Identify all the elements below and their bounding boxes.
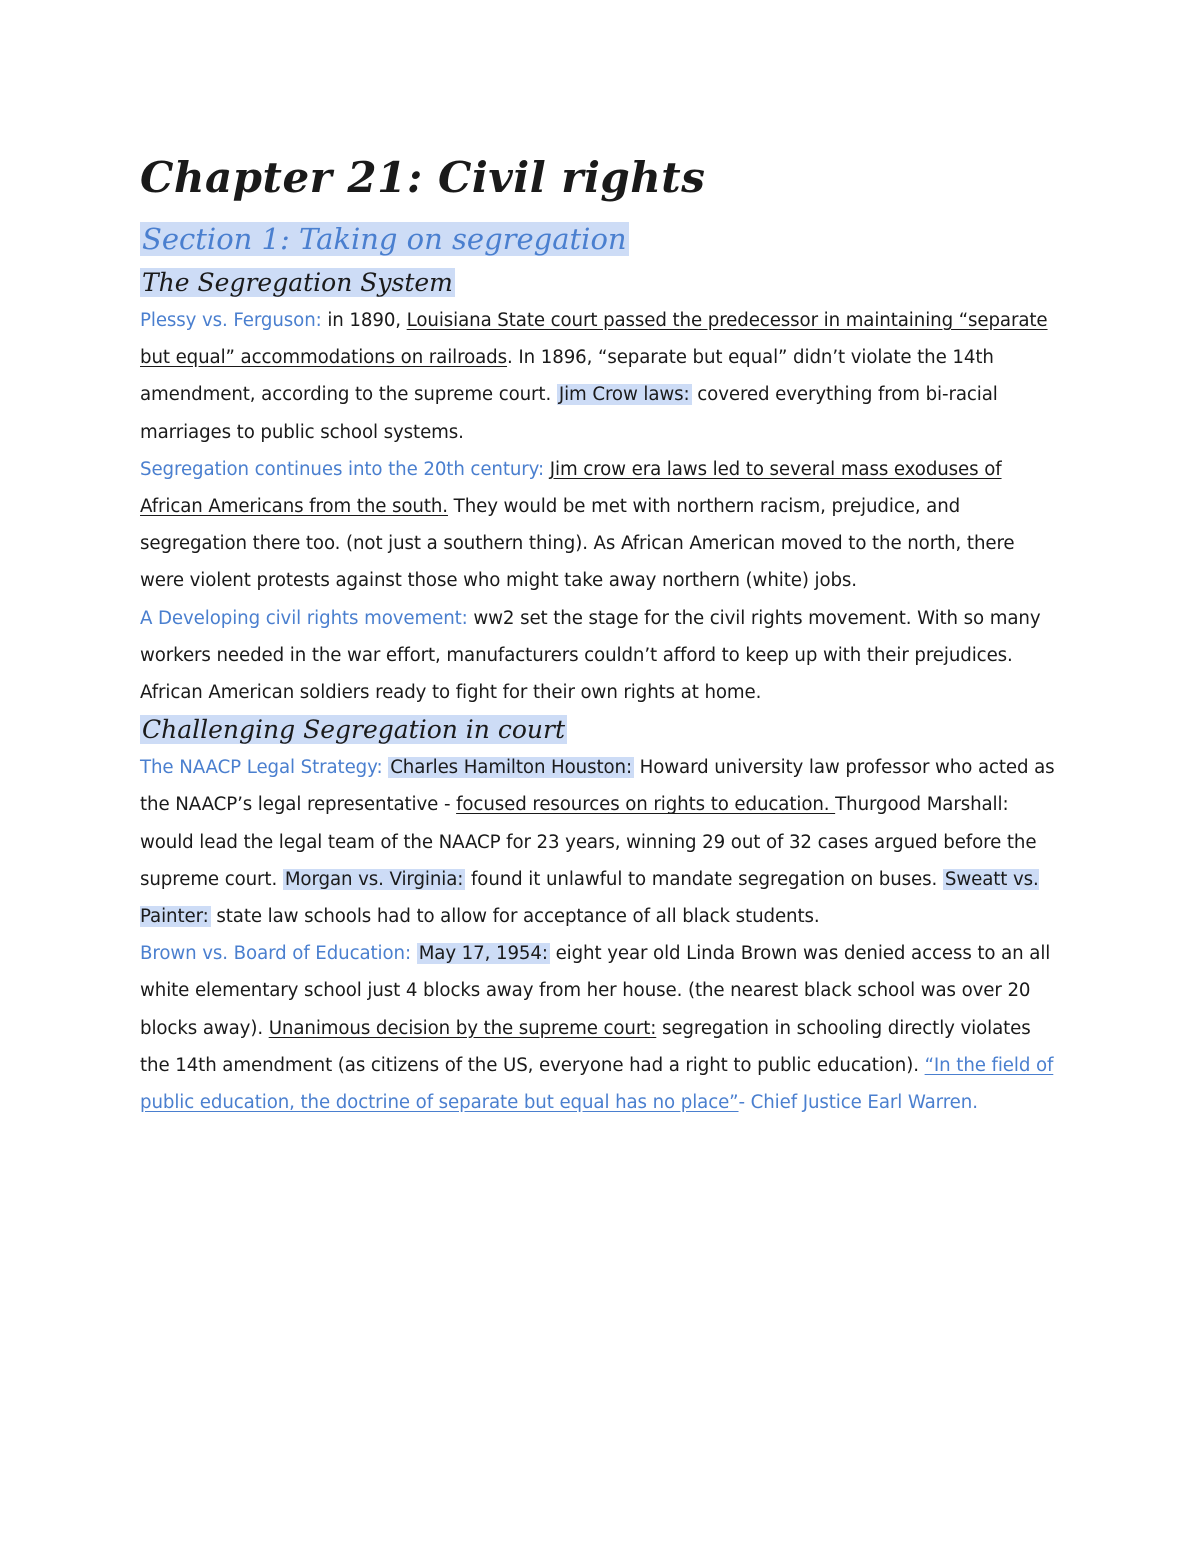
subsection-heading-text: Challenging Segregation in court	[142, 715, 565, 745]
paragraph-plessy	[140, 302, 1060, 451]
paragraph-text	[411, 943, 417, 964]
underlined-text: Louisiana State court passed the predecessor in maintaining “separate but equal” accommodations on railroads	[140, 310, 1048, 369]
highlighted-term: Jim Crow laws:	[558, 384, 690, 406]
section-heading	[140, 216, 1060, 262]
subsection-heading-segregation-system	[140, 264, 1060, 302]
underlined-text: focused resources on rights to education.	[456, 794, 836, 816]
term-label: Segregation continues into the 20th century:	[140, 458, 545, 480]
paragraph-text: eight year old Linda Brown was denied access to an all white elementary school just 4 blocks away from her house. (the nearest black school was over 20 blocks away).	[140, 943, 1051, 1039]
term-label: A Developing civil rights movement:	[140, 607, 468, 629]
paragraph-developing-movement	[140, 600, 1060, 712]
subsection-heading-text: The Segregation System	[142, 268, 453, 297]
paragraph-naacp-strategy	[140, 749, 1060, 935]
quote-text: “In the field of public education, the doctrine of separate but equal has no place”	[140, 1054, 1054, 1114]
underlined-text: Unanimous decision by the supreme court:	[268, 1017, 657, 1039]
paragraph-text: covered everything from bi-racial marriages to public school systems.	[140, 384, 998, 443]
paragraph-text: in 1890,	[321, 310, 407, 331]
paragraph-brown-vs-board	[140, 935, 1060, 1121]
chapter-title: Chapter 21: Civil rights	[140, 153, 706, 202]
paragraph-text: state law schools had to allow for acceptance of all black students.	[210, 906, 820, 928]
underlined-text: Jim crow era laws led to several mass exoduses of African Americans from the south.	[140, 458, 1002, 518]
term-label: Plessy vs. Ferguson:	[140, 310, 322, 331]
document-page	[140, 150, 1060, 1121]
paragraph-text: ww2 set the stage for the civil rights movement. With so many workers needed in the war effort, manufacturers couldn’t afford to keep up with their prejudices. African American soldiers ready to fight for their own rights at home.	[140, 607, 1041, 704]
paragraph-text: They would be met with northern racism, prejudice, and segregation there too. (not just a southern thing). As African American moved to the north, there were violent protests against those who might take away northern (white) jobs.	[140, 496, 1015, 592]
section-heading-text: Section 1: Taking on segregation	[142, 222, 627, 256]
subsection-heading-challenging-segregation	[140, 711, 1060, 749]
highlighted-term: May 17, 1954:	[418, 943, 548, 965]
paragraph-text: Howard university law professor who acted as the NAACP’s legal representative -	[140, 757, 1055, 816]
paragraph-text: Thurgood Marshall: would lead the legal team of the NAACP for 23 years, winning 29 out of 32 cases argued before the supreme court.	[140, 794, 1037, 890]
highlighted-term: Charles Hamilton Houston:	[390, 757, 632, 779]
highlighted-term: Morgan vs. Virginia:	[284, 868, 464, 890]
term-label: Brown vs. Board of Education:	[140, 943, 411, 965]
highlighted-term: Sweatt vs. Painter:	[140, 868, 1039, 928]
paragraph-text: . In 1896, “separate but equal” didn’t violate the 14th amendment, according to the supreme court.	[140, 347, 994, 406]
quote-attribution: - Chief Justice Earl Warren.	[738, 1092, 978, 1114]
paragraph-segregation-continues	[140, 451, 1060, 600]
paragraph-text: found it unlawful to mandate segregation on buses.	[465, 868, 943, 890]
term-label: The NAACP Legal Strategy:	[140, 757, 383, 779]
paragraph-text: segregation in schooling directly violates the 14th amendment (as citizens of the US, everyone had a right to public education).	[140, 1017, 1031, 1076]
